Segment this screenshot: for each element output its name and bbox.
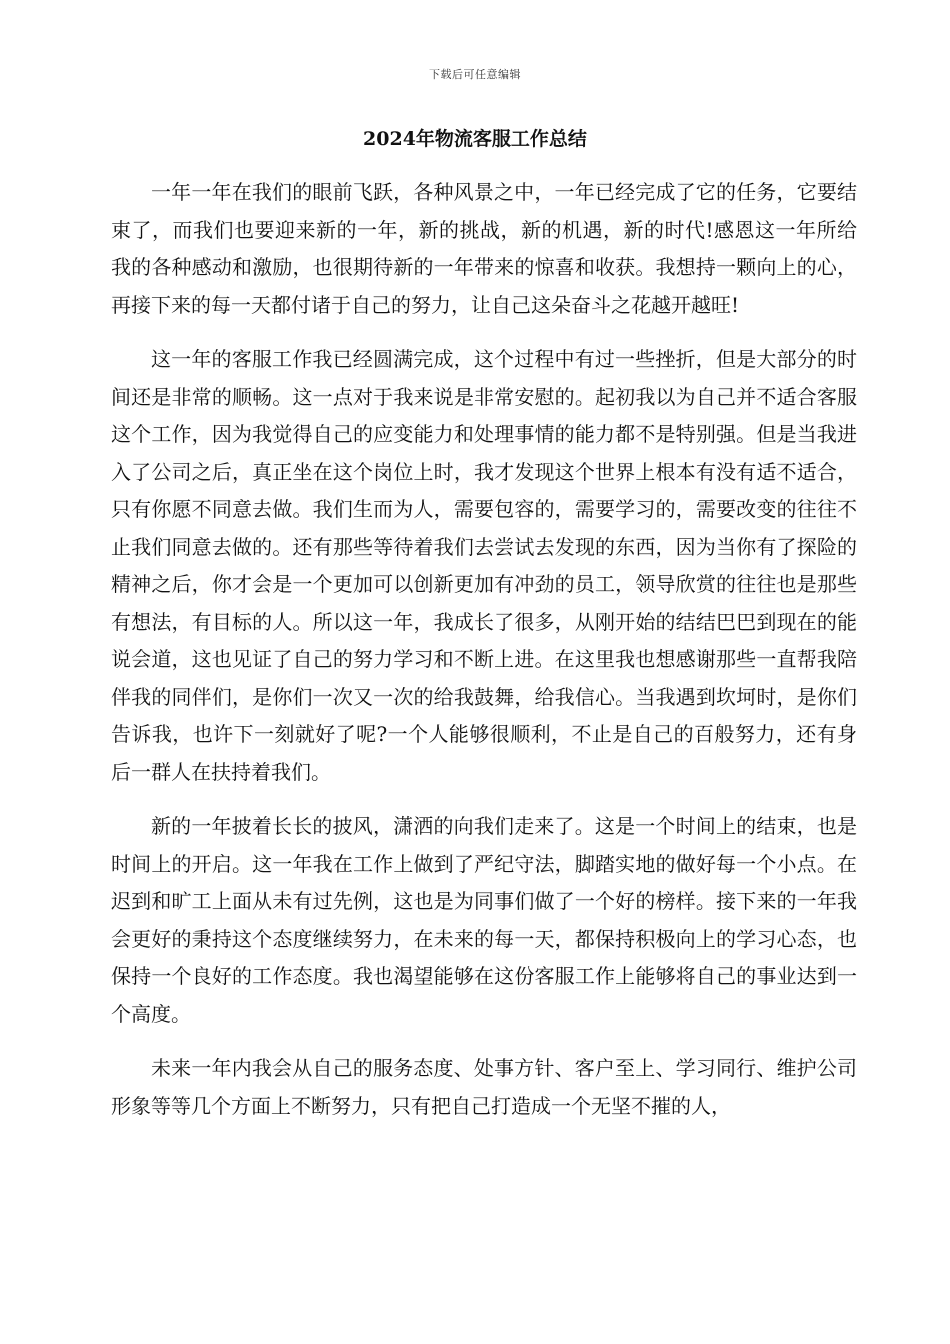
header-note: 下载后可任意编辑 — [429, 68, 521, 81]
paragraph-1: 一年一年在我们的眼前飞跃，各种风景之中，一年已经完成了它的任务，它要结束了，而我们也要迎来新的一年，新的挑战，新的机遇，新的时代!感恩这一年所给我的各种感动和激励，也很期待新的一年带来的惊喜和收获。我想持一颗向上的心，再接下来的每一天都付诸于自己的努力，让自己这朵奋斗之花越开越旺! — [111, 180, 857, 317]
document-title: 2024年物流客服工作总结 — [363, 128, 587, 150]
paragraph-4: 未来一年内我会从自己的服务态度、处事方针、客户至上、学习同行、维护公司形象等等几个方面上不断努力，只有把自己打造成一个无坚不摧的人， — [111, 1056, 857, 1118]
paragraph-3: 新的一年披着长长的披风，潇洒的向我们走来了。这是一个时间上的结束，也是时间上的开启。这一年我在工作上做到了严纪守法，脚踏实地的做好每一个小点。在迟到和旷工上面从未有过先例，这也是为同事们做了一个好的榜样。接下来的一年我会更好的秉持这个态度继续努力，在未来的每一天，都保持积极向上的学习心态，也保持一个良好的工作态度。我也渴望能够在这份客服工作上能够将自己的事业达到一个高度。 — [111, 814, 857, 1026]
paragraph-2: 这一年的客服工作我已经圆满完成，这个过程中有过一些挫折，但是大部分的时间还是非常的顺畅。这一点对于我来说是非常安慰的。起初我以为自己并不适合客服这个工作，因为我觉得自己的应变能力和处理事情的能力都不是特别强。但是当我进入了公司之后，真正坐在这个岗位上时，我才发现这个世界上根本有没有适不适合，只有你愿不同意去做。我们生而为人，需要包容的，需要学习的，需要改变的往往不止我们同意去做的。还有那些等待着我们去尝试去发现的东西，因为当你有了探险的精神之后，你才会是一个更加可以创新更加有冲劲的员工，领导欣赏的往往也是那些有想法，有目标的人。所以这一年，我成长了很多，从刚开始的结结巴巴到现在的能说会道，这也见证了自己的努力学习和不断上进。在这里我也想感谢那些一直帮我陪伴我的同伴们，是你们一次又一次的给我鼓舞，给我信心。当我遇到坎坷时，是你们告诉我，也许下一刻就好了呢?一个人能够很顺利，不止是自己的百般努力，还有身后一群人在扶持着我们。 — [111, 347, 857, 784]
document-body — [111, 174, 857, 1142]
